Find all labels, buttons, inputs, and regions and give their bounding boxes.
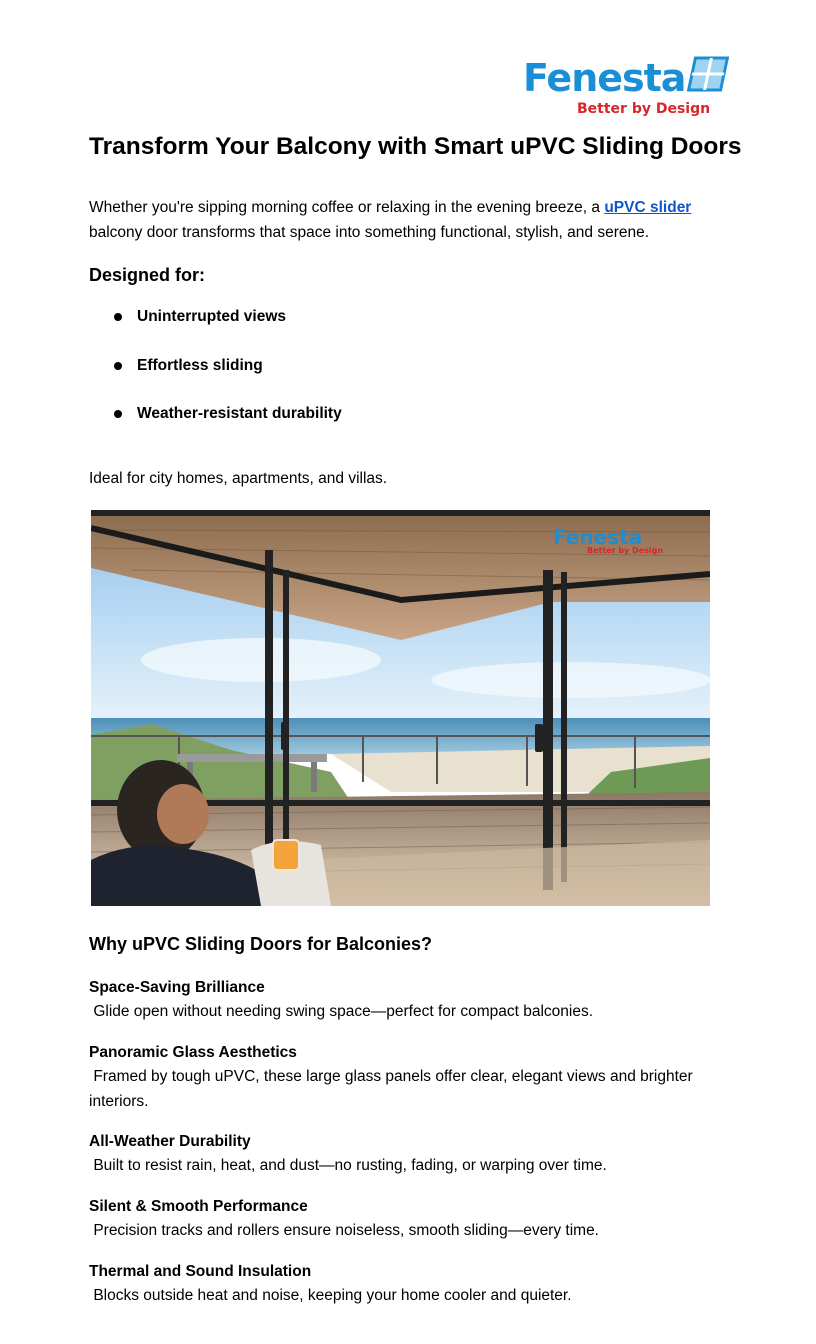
balcony-sliding-door-photo [91,510,710,906]
feature-title: Thermal and Sound Insulation [89,1263,312,1280]
photo-illustration [91,510,710,906]
fenesta-logo [520,54,732,120]
upvc-slider-link[interactable]: uPVC slider [604,199,692,216]
feature-description: Precision tracks and rollers ensure noiseless, smooth sliding—every time. [89,1222,599,1239]
feature-item [89,976,729,1041]
feature-title: Space-Saving Brilliance [89,979,265,996]
feature-description: Built to resist rain, heat, and dust—no rusting, fading, or warping over time. [89,1157,607,1174]
intro-text-after: balcony door transforms that space into something functional, stylish, and serene. [89,223,650,241]
logo-tagline: Better by Design [577,101,711,117]
feature-description: Blocks outside heat and noise, keeping your home cooler and quieter. [89,1287,572,1304]
bullet-icon [114,362,122,370]
feature-title: All-Weather Durability [89,1133,251,1150]
designed-for-list [89,304,342,450]
why-heading: Why uPVC Sliding Doors for Balconies? [89,934,433,954]
page-title: Transform Your Balcony with Smart uPVC Sliding Doors [89,133,742,160]
ideal-for-text: Ideal for city homes, apartments, and villas. [89,470,388,487]
list-item [89,353,342,402]
feature-title: Silent & Smooth Performance [89,1198,308,1215]
photo-watermark-name: Fenesta [553,525,643,549]
list-item-label: Effortless sliding [137,356,263,374]
logo-wordmark: Fenesta [523,56,686,100]
photo-watermark-tagline: Better by Design [587,546,664,555]
feature-item [89,1195,729,1260]
intro-paragraph [89,196,729,245]
feature-item [89,1041,729,1130]
features-list [89,976,729,1325]
bullet-icon [114,313,122,321]
feature-description: Glide open without needing swing space—perfect for compact balconies. [89,1003,594,1020]
list-item [89,401,342,450]
bullet-icon [114,410,122,418]
feature-title: Panoramic Glass Aesthetics [89,1044,297,1061]
list-item-label: Weather-resistant durability [137,405,342,422]
list-item-label: Uninterrupted views [137,308,286,325]
list-item [89,304,342,353]
designed-for-heading: Designed for: [89,265,206,285]
feature-item [89,1130,729,1195]
intro-text-before: Whether you're sipping morning coffee or relaxing in the evening breeze, a [89,199,605,216]
feature-description: Framed by tough uPVC, these large glass panels offer clear, elegant views and brighter interiors. [89,1068,698,1110]
feature-item [89,1260,729,1325]
window-icon [686,56,730,92]
